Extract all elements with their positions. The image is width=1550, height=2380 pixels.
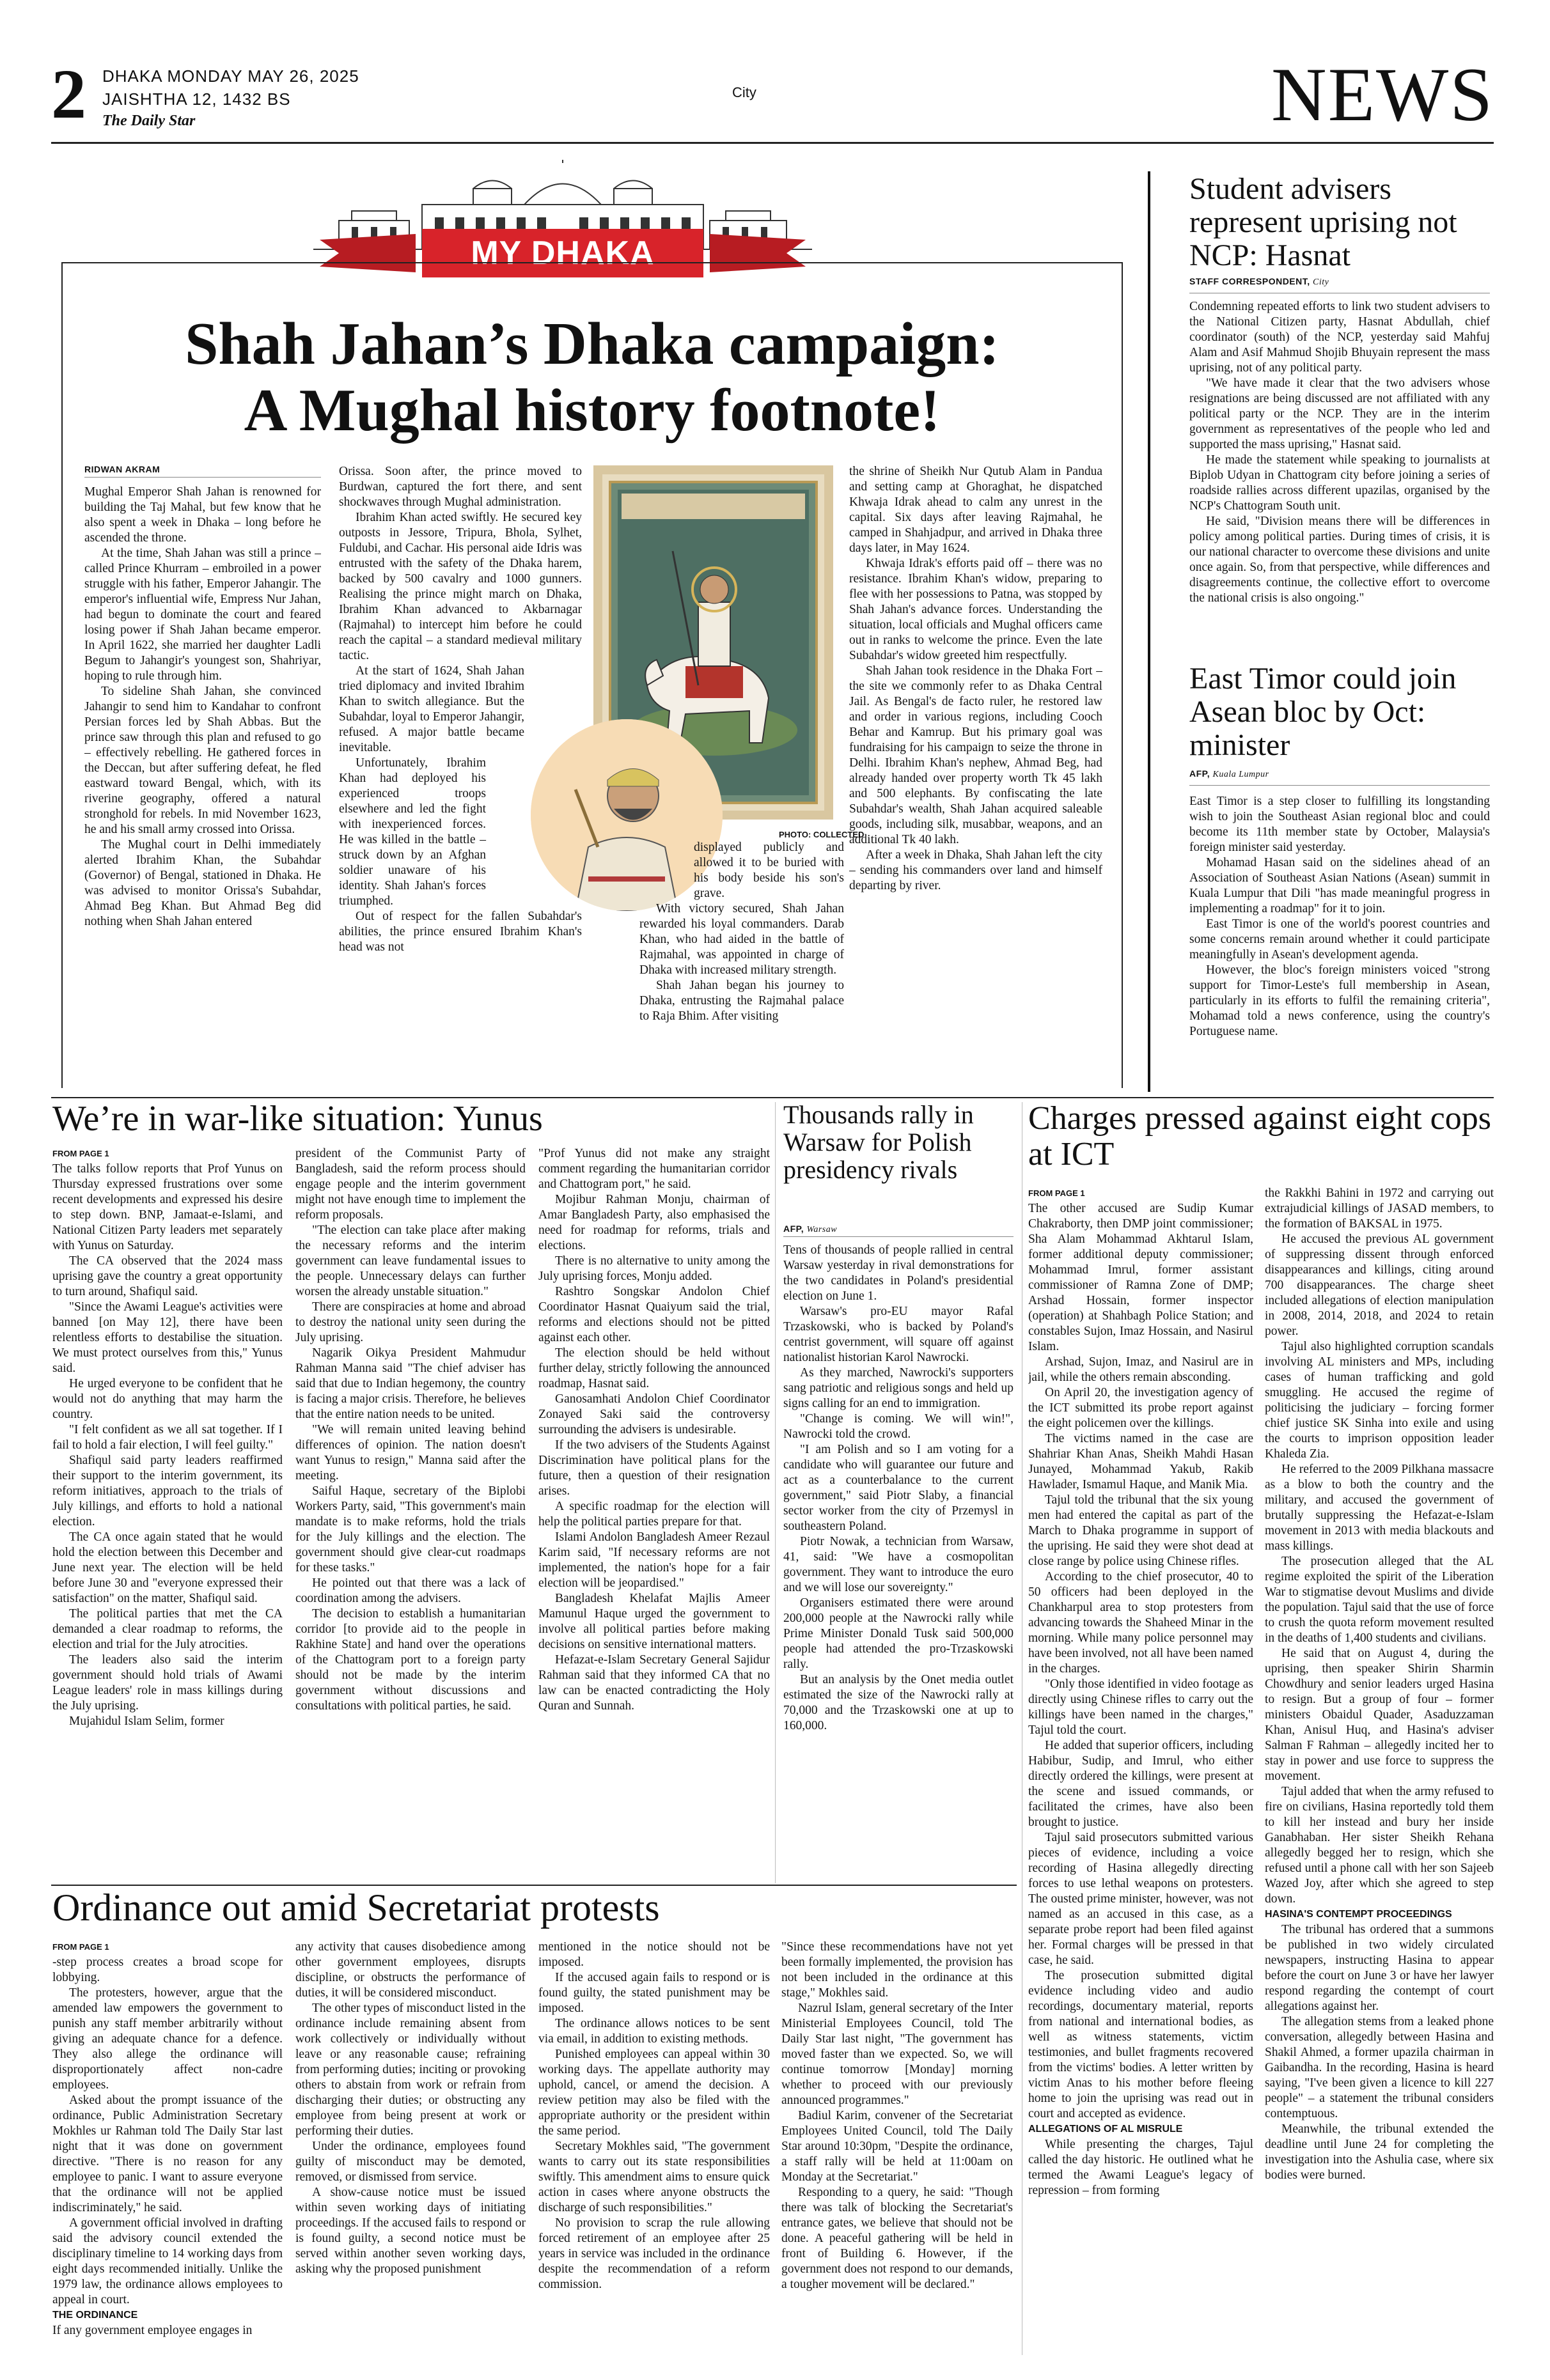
paragraph: Hefazat-e-Islam Secretary General Sajidur Rahman said that they informed CA that no law can be enacted contradicting the Holy Quran and Sunnah.	[538, 1653, 770, 1713]
students-byline	[1189, 276, 1329, 288]
paragraph: To sideline Shah Jahan, she convinced Jahangir to send him to Kandahar to confront Persian forces led by Shah Abbas. But the prince saw through this plan and refused to go – effectively rebelling. He gathered forces in the Deccan, but after suffering defeat, he fled eastward toward Bengal, which, with its riverine geography, offered a natural stronghold for rebels. In mid November 1623, he and his small army crossed into Orissa.	[84, 685, 321, 836]
section-label: City	[732, 84, 756, 100]
paragraph: Condemning repeated efforts to link two student advisers to the National Citizen party, Hasnat Abdullah, chief coordinator (south) of the NCP, yesterday said Mahfuj Alam and Asif Mahmud Shojib Bhuyain represent the mass uprising, not of any political party.	[1189, 300, 1490, 375]
byline-text: STAFF CORRESPONDENT,	[1189, 276, 1310, 286]
warsaw-byline	[783, 1224, 837, 1235]
paragraph: According to the chief prosecutor, 40 to 50 officers had been deployed in the Chankharpul area to stop protesters from advancing towards the Shaheed Minar in the morning. While many police personnel may have been involved, not all have been named in the charges.	[1028, 1570, 1253, 1676]
paragraph: There are conspiracies at home and abroad to destroy the national unity seen during the July uprising.	[295, 1300, 526, 1344]
timor-headline: East Timor could join Asean bloc by Oct: minister	[1189, 662, 1457, 762]
paragraph: He urged everyone to be confident that he would not do anything that may harm the country.	[52, 1377, 283, 1421]
paragraph: Warsaw's pro-EU mayor Rafal Trzaskowski, who is backed by Poland's centrist government, will square off against nationalist historian Karol Nawrocki.	[783, 1305, 1014, 1364]
yunus-col3	[538, 1146, 770, 1881]
warsaw-body	[783, 1243, 1014, 1882]
bangla-date: JAISHTHA 12, 1432 BS	[102, 89, 291, 109]
students-headline: Student advisers represent uprising not NCP: Hasnat	[1189, 172, 1457, 272]
byline-text: AFP,	[783, 1224, 804, 1234]
paragraph: East Timor is one of the world's poorest countries and some concerns remain around whether it could participate meaningfully in Asean's development agenda.	[1189, 917, 1490, 961]
masthead-rule	[51, 142, 1494, 144]
paragraph: "Since these recommendations have not yet been formally implemented, the provision has not been included in the ordinance at this stage," Mokhles said.	[781, 1940, 1013, 2000]
paragraph: At the start of 1624, Shah Jahan tried diplomacy and invited Ibrahim Khan to switch allegiance. But the Subahdar, loyal to Emperor Jahangir, refused. A major battle became inevitable.	[339, 664, 524, 754]
paragraph: Mughal Emperor Shah Jahan is renowned for building the Taj Mahal, but few know that he also spent a week in Dhaka – long before he ascended the throne.	[84, 485, 321, 545]
paragraph: The other types of misconduct listed in the ordinance include remaining absent from work collectively or individually without leave or any reasonable cause; refraining from performing duties; inciting or provoking others to abstain from work or refrain from discharging their duties; or obstructing any employee from being present at work or performing their duties.	[295, 2002, 526, 2138]
paragraph: With victory secured, Shah Jahan rewarded his loyal commanders. Darab Khan, who had aided in the battle of Rajmahal, was appointed in charge of Dhaka with increased military strength.	[639, 902, 844, 977]
paragraph: He said, "Division means there will be differences in policy among political parties. During times of crisis, it is our national character to overcome these divisions and unite once again. So, from that perspective, while differences and disagreements continue, the collective effort to overcome the national crisis is also ongoing."	[1189, 515, 1490, 605]
paragraph: Tajul told the tribunal that the six young men had entered the capital as part of the March to Dhaka programme in support of the uprising. He said they were shot dead at close range by police using Chinese rifles.	[1028, 1493, 1253, 1568]
paragraph: However, the bloc's foreign ministers voiced "strong support for Timor-Leste's full membership in Asean, particularly in its efforts to fulfil the remaining criteria", Mohamad told a news conference, using the country's Portuguese name.	[1189, 963, 1490, 1038]
paragraph: Mujahidul Islam Selim, former	[69, 1715, 224, 1728]
paragraph: Secretary Mokhles said, "The government wants to carry out its state responsibilities swiftly. This amendment aims to ensure quick action in cases where anyone obstructs the discharge of such responsibilities."	[538, 2140, 770, 2214]
paragraph: "I am Polish and so I am voting for a candidate who will guarantee our future and act as a counterbalance to the current government," said Piotr Slaby, a financial sector worker from the city of Przemysl in southeastern Poland.	[783, 1443, 1014, 1533]
ict-col1	[1028, 1186, 1253, 2362]
paragraph: He accused the previous AL government of suppressing dissent through enforced disappearances and killings, citing around 700 disappearances. The charge sheet included allegations of election manipulation in 2008, 2014, 2018, and 2024 to retain power.	[1265, 1233, 1494, 1338]
ordinance-col1	[52, 1940, 283, 2368]
paragraph: If the two advisers of the Students Against Discrimination have political plans for the future, then a question of their resignation arises.	[538, 1438, 770, 1498]
paragraph: Shah Jahan began his journey to Dhaka, entrusting the Rajmahal palace to Raja Bhim. After visiting	[639, 979, 844, 1023]
paragraph: Out of respect for the fallen Subahdar's abilities, the prince ensured Ibrahim Khan's head was not	[339, 910, 582, 954]
paragraph: The talks follow reports that Prof Yunus on Thursday expressed frustrations over some recent developments and expressed his desire to step down. BNP, Jamaat-e-Islami, and National Citizen Party leaders met separately with Yunus on Saturday.	[52, 1162, 283, 1252]
paragraph: the Rakkhi Bahini in 1972 and carrying out extrajudicial killings of JASAD members, to the formation of BAKSAL in 1975.	[1265, 1186, 1494, 1231]
feature-byline: RIDWAN AKRAM	[84, 464, 160, 474]
paragraph: Punished employees can appeal within 30 working days. The appellate authority may uphold, cancel, or amend the decision. A review petition may also be filed with the appropriate authority or the president within the same period.	[538, 2048, 770, 2138]
paragraph: Nagarik Oikya President Mahmudur Rahman Manna said "The chief adviser has said that due to Indian hegemony, the country is facing a major crisis. Therefore, he believes that the entire nation needs to be united.	[295, 1346, 526, 1421]
paragraph: The prosecution alleged that the AL regime exploited the spirit of the Liberation War to stigmatise devout Muslims and divide the population. Tajul said that the use of force to crush the quota reform movement resulted in the deaths of 1,400 students and civilians.	[1265, 1555, 1494, 1645]
ordinance-col3	[538, 1940, 770, 2368]
feature-headline-line2: A Mughal history footnote!	[244, 377, 941, 444]
paragraph: Responding to a query, he said: "Though there was talk of blocking the Secretariat's entrance gates, we believe that should not be done. A peaceful gathering will be held in front of Building 6. However, if the government does not respond to our demands, a tougher movement will be declared."	[781, 2186, 1013, 2291]
paragraph: As they marched, Nawrocki's supporters sang patriotic and religious songs and held up signs calling for an end to immigration.	[783, 1366, 1014, 1410]
paragraph: The prosecution submitted digital evidence including video and audio recordings, documentary material, reports from national and international bodies, as well as witness statements, victim testimonies, and bullet fragments recovered from the victims' bodies. A letter written by victim Anas to his mother before fleeing home to join the uprising was read out in court and accepted as evidence.	[1028, 1969, 1253, 2120]
paragraph: "We will remain united leaving behind differences of opinion. The nation doesn't want Yunus to resign," Manna said after the meeting.	[295, 1423, 526, 1482]
paragraph: Tajul also highlighted corruption scandals involving AL ministers and MPs, including cases of human trafficking and gold smuggling. He accused the regime of politicising the judiciary – forcing former chief justice SK Sinha into exile and using the courts to imprison opposition leader Khaleda Zia.	[1265, 1340, 1494, 1461]
ordinance-rule	[51, 1885, 1017, 1886]
paragraph: At the time, Shah Jahan was still a prince – called Prince Khurram – embroiled in a power struggle with his father, Emperor Jahangir. The emperor's influential wife, Empress Nur Jahan, had begun to dominate the court and feared losing power if Shah Jahan became emperor. In April 1622, she married her daughter Ladli Begum to Jahangir's youngest son, Shahriyar, hoping to rule through him.	[84, 547, 321, 683]
section-title: NEWS	[1271, 52, 1494, 137]
paragraph: East Timor is a step closer to fulfilling its longstanding wish to join the Southeast Asian regional bloc and could become its 11th member state by October, Malaysia's foreign minister said yesterday.	[1189, 795, 1490, 854]
paragraph: Saiful Haque, secretary of the Biplobi Workers Party, said, "This government's main mandate is to make reforms, hold the trials for the July killings and the election. The government should give clear-cut roadmaps for these tasks."	[295, 1484, 526, 1575]
from-page-label: FROM PAGE 1	[52, 1149, 109, 1158]
paragraph: If the accused again fails to respond or is found guilty, the stated punishment may be imposed.	[538, 1971, 770, 2015]
ict-headline: Charges pressed against eight cops at ICT	[1028, 1100, 1491, 1173]
timor-body	[1189, 794, 1490, 1085]
paragraph: The victims named in the case are Shahriar Khan Anas, Sheikh Mahdi Hasan Junayed, Mohammad Yakub, Rakib Hawlader, Ismamul Haque, and Manik Mia.	[1028, 1432, 1253, 1491]
paragraph: The tribunal has ordered that a summons be published in two widely circulated newspapers, instructing Hasina to appear before the court on June 3 or have her lawyer respond regarding the contempt of court allegations against her.	[1265, 1923, 1494, 2013]
sidebar-rule	[1148, 171, 1150, 1092]
feature-col4	[849, 464, 1102, 1078]
paragraph: president of the Communist Party of Bangladesh, said the reform process should engage people and the interim government might not have enough time to implement the reform proposals.	[295, 1147, 526, 1222]
paragraph: The political parties that met the CA demanded a clear roadmap to reforms, the election and trial for the July atrocities.	[52, 1607, 283, 1651]
paragraph: He added that superior officers, including Habibur, Sudip, and Imrul, who either directly ordered the killings, were present at the scene and issued commands, or facilitated the crimes, have also been brought to justice.	[1028, 1739, 1253, 1829]
paragraph: "Prof Yunus did not make any straight comment regarding the humanitarian corridor and Chattogram port," he said.	[538, 1147, 770, 1191]
photo-credit: PHOTO: COLLECTED	[779, 830, 865, 839]
feature-col1	[84, 485, 321, 1073]
paragraph: The allegation stems from a leaked phone conversation, allegedly between Hasina and Shakil Ahmed, a former upazila chairman in Gaibandha. In the recording, Hasina is heard saying, "I've been given a licence to kill 227 people" – a statement the tribunal considers contemptuous.	[1265, 2015, 1494, 2120]
paragraph: While presenting the charges, Tajul called the day historic. He outlined what he termed the Awami League's legacy of repression – from forming	[1028, 2138, 1253, 2197]
byline-rule	[84, 477, 321, 478]
feature-headline-line1: Shah Jahan’s Dhaka campaign:	[185, 311, 999, 377]
paragraph: No provision to scrap the rule allowing forced retirement of an employee after 25 years in service was included in the ordinance despite the recommendation of a reform commission.	[538, 2216, 770, 2291]
paragraph: Khwaja Idrak's efforts paid off – there was no resistance. Ibrahim Khan's widow, preparing to flee with her possessions to Patna, was stopped by Shah Jahan's advance forces. Understanding the situation, local officials and Mughal officers came out in ranks to welcome the prince. Even the late Subahdar's widow greeted him respectfully.	[849, 557, 1102, 662]
paragraph: A show-cause notice must be issued within seven working days of initiating proceedings. If the accused fails to respond or is found guilty, a second notice must be served within another seven working days, asking why the proposed punishment	[295, 2186, 526, 2276]
paragraph: Orissa. Soon after, the prince moved to Burdwan, captured the fort there, and sent shockwaves through Mughal administration.	[339, 465, 582, 509]
paragraph: He said that on August 4, during the uprising, then speaker Shirin Sharmin Chowdhury and senior leaders urged Hasina to resign. But a group of four – former ministers Obaidul Quader, Asaduzzaman Khan, Anisul Huq, and Hasina's adviser Salman F Rahman – allegedly incited her to stay in power and use force to suppress the movement.	[1265, 1647, 1494, 1783]
ict-col2	[1265, 1186, 1494, 2362]
yunus-col2	[295, 1146, 526, 1881]
yunus-headline: We’re in war-like situation: Yunus	[52, 1099, 543, 1139]
paragraph: Ibrahim Khan acted swiftly. He secured key outposts in Jessore, Tripura, Bhola, Sylhet, Fuldubi, and Cachar. His personal aide Idris was entrusted with the safety of the Dhaka harem, backed by 500 cavalry and 1000 gunners. Realising the prince might march on Dhaka, Ibrahim Khan advanced to Akbarnagar (Rajmahal) to intercept him before he could reach the capital – a standard medieval military tactic.	[339, 511, 582, 662]
paragraph: Ganosamhati Andolon Chief Coordinator Zonayed Saki said the controversy surrounding the advisers is undesirable.	[538, 1392, 770, 1436]
from-page-label: FROM PAGE 1	[52, 1942, 109, 1952]
paragraph: "Change is coming. We will win!", Nawrocki told the crowd.	[783, 1412, 1014, 1441]
paragraph: Tajul said prosecutors submitted various pieces of evidence, including a voice recording of Hasina allegedly directing forces to use lethal weapons on protesters. The ousted prime minister, however, was not named as an accused in this case, as a separate probe report had been filed against her. Formal charges will be pressed in that case, he said.	[1028, 1831, 1253, 1967]
ordinance-headline: Ordinance out amid Secretariat protests	[52, 1886, 660, 1929]
paragraph: A specific roadmap for the election will help the political parties prepare for that.	[538, 1500, 770, 1528]
paragraph: A government official involved in drafting said the advisory council extended the disciplinary timeline to 14 working days from eight days recommended initially. Unlike the 1979 law, the ordinance allows employees to appeal in court.	[52, 2216, 283, 2306]
paragraph: He made the statement while speaking to journalists at Biplob Udyan in Chattogram city before joining a series of roadside rallies across different upazilas, organised by the NCP's Chattogram South unit.	[1189, 453, 1490, 513]
my-dhaka-banner: MY DHAKA	[422, 229, 703, 277]
paragraph: Tens of thousands of people rallied in central Warsaw yesterday in rival demonstrations for the two candidates in Poland's presidential election on June 1.	[783, 1243, 1014, 1303]
paragraph: If any government employee engages in	[52, 2324, 253, 2337]
students-body	[1189, 299, 1490, 656]
section-rule	[51, 1097, 1494, 1098]
paragraph: Rashtro Songskar Andolon Chief Coordinator Hasnat Quaiyum said the trial, reforms and elections should not be pitted against each other.	[538, 1285, 770, 1344]
paragraph: -step process creates a broad scope for lobbying.	[52, 1956, 283, 1984]
paragraph: Nazrul Islam, general secretary of the Inter Ministerial Employees Council, told The Daily Star last night, "The government has moved faster than we expected. So, we will continue tomorrow [Monday] morning whether to proceed with our previously announced programmes."	[781, 2002, 1013, 2107]
paragraph: Meanwhile, the tribunal extended the deadline until June 24 for completing the investigation into the Ashulia case, where six bodies were burned.	[1265, 2122, 1494, 2182]
paragraph: The CA once again stated that he would hold the election between this December and June next year. The election will be held before June 30 and "everyone expressed their satisfaction" on the matter, Shafiqul said.	[52, 1530, 283, 1605]
paragraph: But an analysis by the Onet media outlet estimated the size of the Nawrocki rally at 70,000 and the Trzaskowski one at up to 160,000.	[783, 1673, 1014, 1732]
paragraph: Tajul added that when the army refused to fire on civilians, Hasina reportedly told them to kill her instead and bury her inside Ganabhaban. Her sister Sheikh Rehana allegedly begged her to resign, which she refused until a phone call with her son Sajeeb Wazed Joy, after which she agreed to step down.	[1265, 1785, 1494, 1906]
paragraph: "I felt confident as we all sat together. If I fail to hold a fair election, I will feel guilty."	[52, 1423, 283, 1452]
date-line: DHAKA MONDAY MAY 26, 2025	[102, 66, 359, 86]
from-page-label: FROM PAGE 1	[1028, 1188, 1085, 1198]
paragraph: The CA observed that the 2024 mass uprising gave the country a great opportunity to turn around, Shafiqul said.	[52, 1254, 283, 1298]
page-number: 2	[51, 55, 86, 133]
subhead: ALLEGATIONS OF AL MISRULE	[1028, 2124, 1183, 2135]
paragraph: displayed publicly and allowed it to be buried with his body beside his son's grave.	[694, 841, 844, 900]
paragraph: Bangladesh Khelafat Majlis Ameer Mamunul Haque urged the government to involve all political parties before making decisions on sensitive international matters.	[538, 1592, 770, 1651]
paragraph: Shafiqul said party leaders reaffirmed their support to the interim government, its reform initiatives, approach to the trials of July killings, and efforts to hold a national election.	[52, 1454, 283, 1528]
paragraph: Organisers estimated there were around 200,000 people at the Nawrocki rally while Prime Minister Donald Tusk said 500,000 people had attended the pro-Trzaskowski rally.	[783, 1596, 1014, 1671]
paragraph: "We have made it clear that the two advisers whose resignations are being discussed are not affiliated with any political party or the NCP. They are in the interim government as representatives of the people who led and supported the mass uprising," Hasnat said.	[1189, 377, 1490, 451]
warsaw-headline: Thousands rally in Warsaw for Polish presidency rivals	[783, 1100, 974, 1185]
paragraph: "The election can take place after making the necessary reforms and the interim government can leave fundamental issues to the people. Unnecessary delays can further worsen the already unstable situation."	[295, 1224, 526, 1298]
paragraph: Mojibur Rahman Monju, chairman of Amar Bangladesh Party, also emphasised the need for roadmap for reforms, trials and elections.	[538, 1193, 770, 1252]
paragraph: Unfortunately, Ibrahim Khan had deployed his experienced troops elsewhere and led the fight with inexperienced forces. He was killed in the battle – struck down by an Afghan soldier unaware of his identity. Shah Jahan's forces triumphed.	[339, 756, 486, 908]
paragraph: There is no alternative to unity among the July uprising forces, Monju added.	[538, 1254, 770, 1283]
paper-name-logo: The Daily Star	[102, 113, 196, 129]
paragraph: He referred to the 2009 Pilkhana massacre as a blow to both the country and the military, and accused the government of brutally suppressing the Hefazat-e-Islam movement in 2013 with media blackouts and mass killings.	[1265, 1463, 1494, 1553]
paragraph: Mohamad Hasan said on the sidelines ahead of an Association of Southeast Asian Nations (Asean) summit in Kuala Lumpur that Dili "has made meaningful progress in implementing a roadmap" for it to join.	[1189, 856, 1490, 915]
ordinance-col4	[781, 1940, 1013, 2368]
paragraph: After a week in Dhaka, Shah Jahan left the city – sending his commanders over land and himself departing by river.	[849, 848, 1102, 892]
paragraph: On April 20, the investigation agency of the ICT submitted its probe report against the eight policemen over the killings.	[1028, 1386, 1253, 1430]
paragraph: Badiul Karim, convener of the Secretariat Employees United Council, told The Daily Star around 10:30pm, "Despite the ordinance, a staff rally will be held at 11:00am on Monday at the Secretariat."	[781, 2109, 1013, 2184]
paragraph: The ordinance allows notices to be sent via email, in addition to existing methods.	[538, 2017, 770, 2046]
paragraph: The decision to establish a humanitarian corridor [to provide aid to the people in Rakhine State] and hand over the operations of the Chattogram port to a foreign party should not be made by the interim government without discussions and consultations with political parties, he said.	[295, 1607, 526, 1713]
byline-city: City	[1313, 277, 1329, 287]
ordinance-col2	[295, 1940, 526, 2368]
byline-city: Kuala Lumpur	[1212, 770, 1269, 779]
yunus-col1	[52, 1146, 283, 1881]
timor-byline	[1189, 768, 1269, 780]
paragraph: The Mughal court in Delhi immediately alerted Ibrahim Khan, the Subahdar (Governor) of Bengal, stationed in Dhaka. He was advised to monitor Orissa's Subahdar, Ahmad Beg Khan. But Ahmad Beg did nothing when Shah Jahan entered	[84, 838, 321, 928]
column-rule	[775, 1102, 776, 1883]
paragraph: Shah Jahan took residence in the Dhaka Fort – the site we commonly refer to as Dhaka Central Jail. As Bengal's de facto ruler, he restored law and order in various regions, including Cooch Behar and Kamrup. But his primary goal was fundraising for his campaign to seize the throne in Delhi. Ibrahim Khan's nephew, Ahmad Beg, had already handed over property worth Tk 45 lakh and 500 elephants. By confiscating the late Subahdar's wealth, Shah Jahan acquired saleable goods, including silk, musabbar, weapons, and an additional Tk 40 lakh.	[849, 664, 1102, 846]
paragraph: "Only those identified in video footage as directly using Chinese rifles to carry out the killings have been named in the charges," Tajul told the court.	[1028, 1677, 1253, 1737]
paragraph: "Since the Awami League's activities were banned [on May 12], there have been relentless efforts to destabilise the situation. We must protect ourselves from this," Yunus said.	[52, 1300, 283, 1375]
subhead: THE ORDINANCE	[52, 2310, 138, 2321]
byline-city: Warsaw	[806, 1225, 838, 1234]
paragraph: The leaders also said the interim government should hold trials of Awami League leaders' role in mass killings during the July uprising.	[52, 1653, 283, 1713]
paragraph: Piotr Nowak, a technician from Warsaw, 41, said: "We have a cosmopolitan government. They want to introduce the euro and we will lose our sovereignty."	[783, 1535, 1014, 1594]
paragraph: Arshad, Sujon, Imaz, and Nasirul are in jail, while the others remain absconding.	[1028, 1355, 1253, 1384]
paragraph: the shrine of Sheikh Nur Qutub Alam in Pandua and setting camp at Ghoraghat, he dispatched Khwaja Idrak ahead to calm any unrest in the capital. Six days after leaving Rajmahal, he camped in Shahjadpur, and arrived in Dhaka three days later, in May 1624.	[849, 465, 1102, 555]
paragraph: The election should be held without further delay, strictly following the announced roadmap, Hasnat said.	[538, 1346, 770, 1390]
byline-text: AFP,	[1189, 768, 1210, 779]
paragraph: Asked about the prompt issuance of the ordinance, Public Administration Secretary Mokhles ur Rahman told The Daily Star last night that it was done on government directive. "There is no reason for any employee to panic. I want to assure everyone that the ordinance will not be applied indiscriminately," he said.	[52, 2094, 283, 2214]
paragraph: Under the ordinance, employees found guilty of misconduct may be demoted, removed, or dismissed from service.	[295, 2140, 526, 2184]
warsaw-byline-rule	[783, 1236, 1014, 1237]
paragraph: He pointed out that there was a lack of coordination among the advisers.	[295, 1576, 526, 1605]
paragraph: any activity that causes disobedience among other government employees, disrupts discipline, or obstructs the performance of duties, it will be considered misconduct.	[295, 1940, 526, 2000]
paragraph: Islami Andolon Bangladesh Ameer Rezaul Karim said, "If necessary reforms are not implemented, the nation's hope for a fair election will be jeopardised."	[538, 1530, 770, 1590]
subhead: HASINA'S CONTEMPT PROCEEDINGS	[1265, 1909, 1452, 1920]
paragraph: The other accused are Sudip Kumar Chakraborty, then DMP joint commissioner; Sha Alam Mohammad Akhtarul Islam, former additional deputy commissioner; Mohammad Imrul, former assistant commissioner of Ramna Zone of DMP; Arshad Hossain, former inspector (operation) at Shahbagh Police Station; and constables Sujon, Imaz Hossain, and Nasirul Islam.	[1028, 1202, 1253, 1353]
feature-col3	[639, 840, 844, 1083]
paragraph: The protesters, however, argue that the amended law empowers the government to punish any staff member arbitrarily without giving an adequate chance for a defence. They also allege the ordinance will disproportionately affect non-cadre employees.	[52, 1986, 283, 2092]
paragraph: mentioned in the notice should not be imposed.	[538, 1940, 770, 1969]
timor-byline-rule	[1189, 785, 1490, 786]
